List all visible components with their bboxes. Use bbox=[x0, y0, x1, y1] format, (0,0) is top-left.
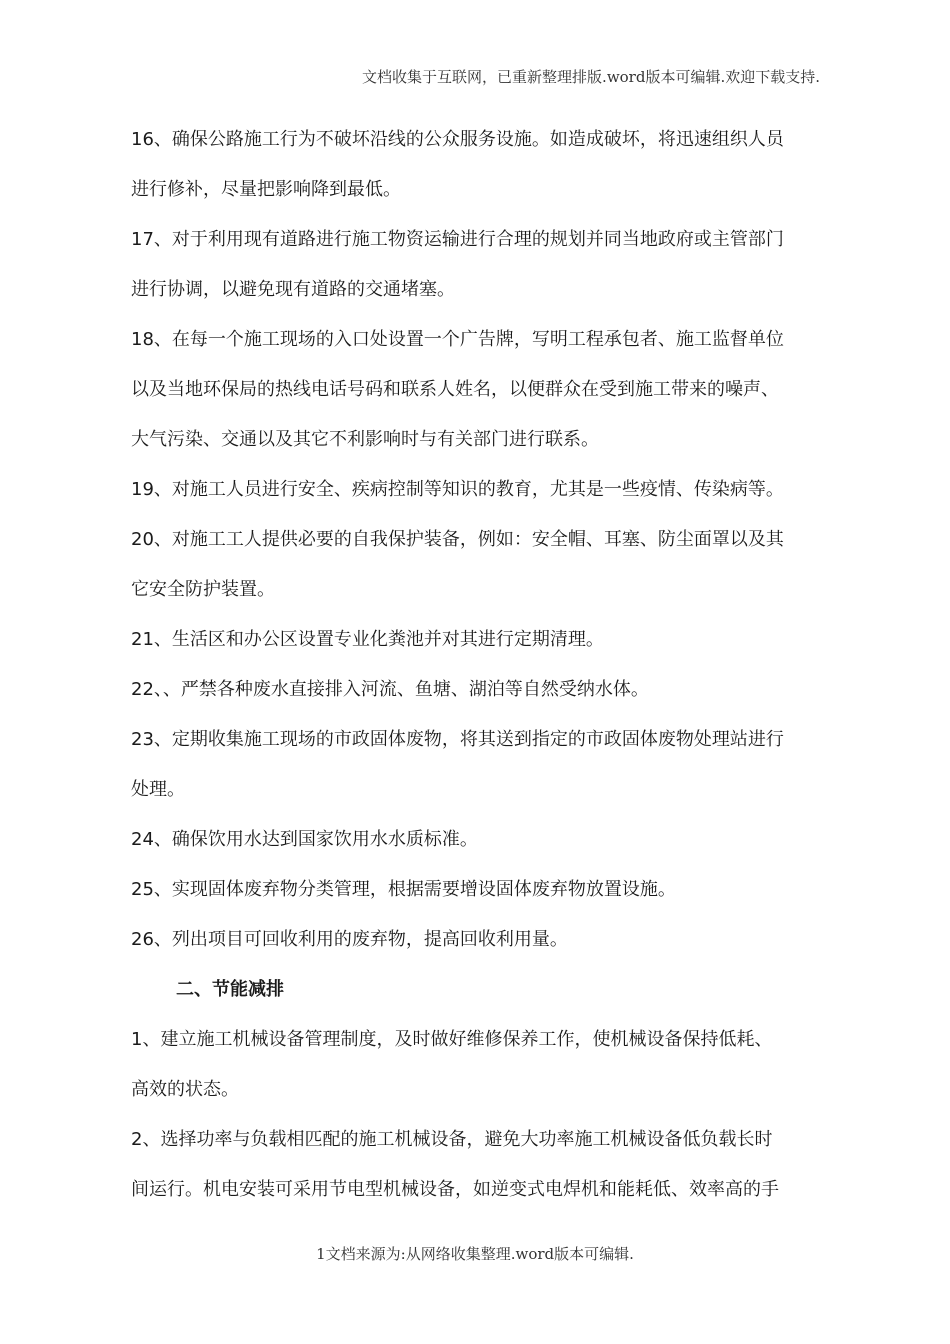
paragraph-line: 进行协调，以避免现有道路的交通堵塞。 bbox=[131, 279, 455, 300]
paragraph-line: 以及当地环保局的热线电话号码和联系人姓名，以便群众在受到施工带来的噪声、 bbox=[131, 379, 779, 400]
paragraph-line: 21、生活区和办公区设置专业化粪池并对其进行定期清理。 bbox=[131, 629, 604, 650]
paragraph-line: 高效的状态。 bbox=[131, 1079, 239, 1100]
paragraph-line: 23、定期收集施工现场的市政固体废物，将其送到指定的市政固体废物处理站进行 bbox=[131, 729, 784, 750]
paragraph-line: 大气污染、交通以及其它不利影响时与有关部门进行联系。 bbox=[131, 429, 599, 450]
section-heading: 二、节能减排 bbox=[176, 979, 284, 1000]
page-header: 文档收集于互联网，已重新整理排版.word版本可编辑.欢迎下载支持. bbox=[362, 68, 820, 86]
paragraph-line: 26、列出项目可回收利用的废弃物，提高回收利用量。 bbox=[131, 929, 568, 950]
paragraph-line: 间运行。机电安装可采用节电型机械设备，如逆变式电焊机和能耗低、效率高的手 bbox=[131, 1179, 779, 1200]
paragraph-line: 25、实现固体废弃物分类管理，根据需要增设固体废弃物放置设施。 bbox=[131, 879, 676, 900]
paragraph-line: 它安全防护装置。 bbox=[131, 579, 275, 600]
paragraph-line: 2、选择功率与负载相匹配的施工机械设备，避免大功率施工机械设备低负载长时 bbox=[131, 1129, 773, 1150]
paragraph-line: 处理。 bbox=[131, 779, 185, 800]
paragraph-line: 18、在每一个施工现场的入口处设置一个广告牌，写明工程承包者、施工监督单位 bbox=[131, 329, 784, 350]
paragraph-line: 进行修补，尽量把影响降到最低。 bbox=[131, 179, 401, 200]
page-footer: 1文档来源为:从网络收集整理.word版本可编辑. bbox=[316, 1245, 634, 1263]
document-body bbox=[131, 120, 831, 1220]
paragraph-line: 22、、严禁各种废水直接排入河流、鱼塘、湖泊等自然受纳水体。 bbox=[131, 679, 649, 700]
paragraph-line: 16、确保公路施工行为不破坏沿线的公众服务设施。如造成破坏，将迅速组织人员 bbox=[131, 129, 784, 150]
paragraph-line: 1、建立施工机械设备管理制度，及时做好维修保养工作，使机械设备保持低耗、 bbox=[131, 1029, 773, 1050]
paragraph-line: 24、确保饮用水达到国家饮用水水质标准。 bbox=[131, 829, 478, 850]
paragraph-line: 19、对施工人员进行安全、疾病控制等知识的教育，尤其是一些疫情、传染病等。 bbox=[131, 479, 784, 500]
paragraph-line: 17、对于利用现有道路进行施工物资运输进行合理的规划并同当地政府或主管部门 bbox=[131, 229, 784, 250]
paragraph-line: 20、对施工工人提供必要的自我保护装备，例如：安全帽、耳塞、防尘面罩以及其 bbox=[131, 529, 784, 550]
